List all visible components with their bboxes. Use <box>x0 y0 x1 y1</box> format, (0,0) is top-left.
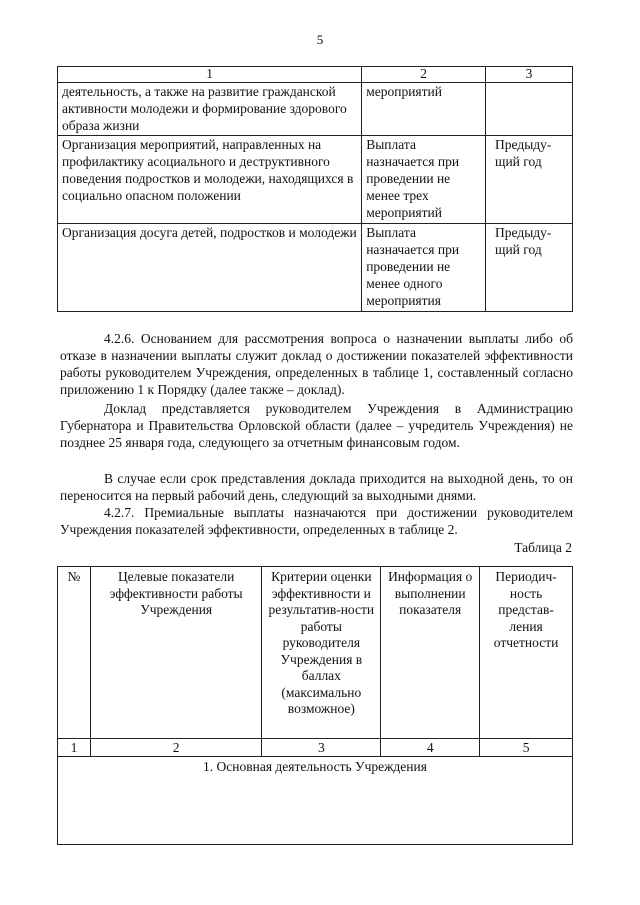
indicator-cell: Организация досуга детей, подростков и молодежи <box>58 224 362 312</box>
column-header-information: Информация о выполнении показателя <box>381 567 480 739</box>
bonus-indicators-table <box>57 566 573 845</box>
indicator-cell: Организация мероприятий, направленных на профилактику асоциального и деструктивного поведения подростков и молодежи, находящихся в социально опасном положении <box>58 136 362 224</box>
paragraph-report-submission: Доклад представляется руководителем Учреждения в Администрацию Губернатора и Правительства Орловской области (далее – учредитель Учреждения) не позднее 25 января года, следующего за отчетным финансовым годом. <box>60 401 573 450</box>
paragraph-weekend-rule: В случае если срок представления доклада приходится на выходной день, то он переносится на первый рабочий день, следующий за выходными днями. <box>60 471 573 503</box>
table-row <box>58 136 573 224</box>
condition-cell: мероприятий <box>362 83 486 136</box>
column-header-criteria: Критерии оценки эффективности и результатив-ности работы руководителя Учреждения в баллах (максимально возможное) <box>262 567 381 739</box>
effectiveness-table-continued <box>57 66 573 312</box>
column-header-number: № <box>58 567 91 739</box>
period-cell <box>486 83 573 136</box>
page-number: 5 <box>316 32 324 47</box>
column-number: 3 <box>262 739 381 757</box>
column-number-row <box>58 739 573 757</box>
indicator-cell: деятельность, а также на развитие гражданской активности молодежи и формирование здорового образа жизни <box>58 83 362 136</box>
condition-cell: Выплата назначается при проведении не менее одного мероприятия <box>362 224 486 312</box>
period-cell: Предыду-щий год <box>486 136 573 224</box>
section-title: 1. Основная деятельность Учреждения <box>58 757 573 845</box>
table-caption: Таблица 2 <box>514 540 572 555</box>
column-header: 1 <box>58 67 362 83</box>
table-row <box>58 83 573 136</box>
column-header: 3 <box>486 67 573 83</box>
table-header-row <box>58 67 573 83</box>
column-header-periodicity: Периодич-ность представ-ления отчетности <box>480 567 573 739</box>
table-row <box>58 224 573 312</box>
column-header-indicators: Целевые показатели эффективности работы Учреждения <box>90 567 262 739</box>
section-row <box>58 757 573 845</box>
column-number: 5 <box>480 739 573 757</box>
column-number: 4 <box>381 739 480 757</box>
table-header-row <box>58 567 573 739</box>
column-number: 2 <box>90 739 262 757</box>
paragraph-4-2-7: 4.2.7. Премиальные выплаты назначаются при достижении руководителем Учреждения показателей эффективности, определенных в таблице 2. <box>60 505 573 537</box>
column-number: 1 <box>58 739 91 757</box>
column-header: 2 <box>362 67 486 83</box>
condition-cell: Выплата назначается при проведении не менее трех мероприятий <box>362 136 486 224</box>
paragraph-4-2-6: 4.2.6. Основанием для рассмотрения вопроса о назначении выплаты либо об отказе в назначении выплаты служит доклад о достижении показателей эффективности работы руководителем Учреждения, определенных в таблице 1, составленный согласно приложению 1 к Порядку (далее также – доклад). <box>60 331 573 397</box>
period-cell: Предыду-щий год <box>486 224 573 312</box>
